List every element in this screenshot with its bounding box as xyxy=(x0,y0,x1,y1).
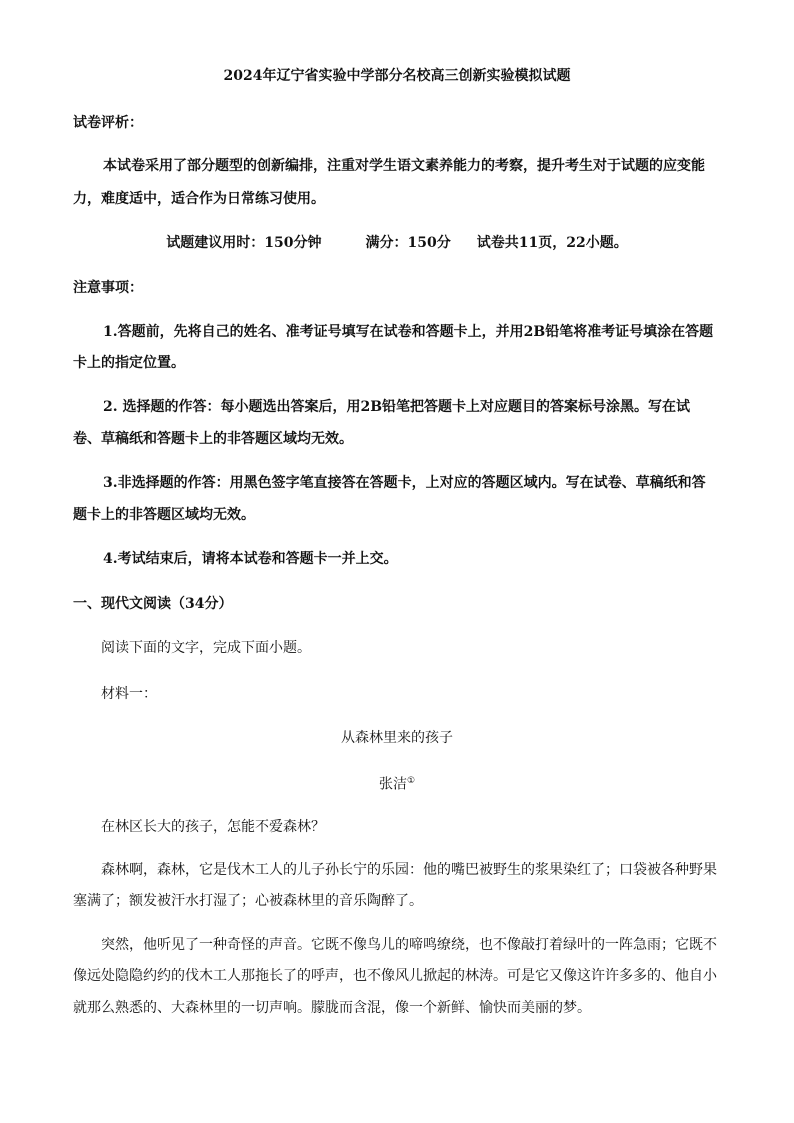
section-heading: 一、现代文阅读（34分） xyxy=(73,596,233,612)
paragraph-2-line-2: 塞满了；额发被汗水打湿了；心被森林里的音乐陶醉了。 xyxy=(73,893,423,909)
note-1-line-2: 卡上的指定位置。 xyxy=(73,355,185,371)
paragraph-2-line-1: 森林啊，森林，它是伐木工人的儿子孙长宁的乐园：他的嘴巴被野生的浆果染红了；口袋被各种野果 xyxy=(101,862,717,878)
review-text-line-2: 力，难度适中，适合作为日常练习使用。 xyxy=(73,191,325,207)
note-3-line-1: 3.非选择题的作答：用黑色签字笔直接答在答题卡，上对应的答题区域内。写在试卷、草稿纸和答 xyxy=(103,475,706,491)
note-3-line-2: 题卡上的非答题区域均无效。 xyxy=(73,507,255,523)
note-2-line-2: 卷、草稿纸和答题卡上的非答题区域均无效。 xyxy=(73,431,353,447)
paragraph-1: 在林区长大的孩子，怎能不爱森林？ xyxy=(101,819,325,835)
notes-heading: 注意事项： xyxy=(73,280,143,296)
paragraph-3-line-3: 就那么熟悉的、大森林里的一切声响。朦胧而含混，像一个新鲜、愉快而美丽的梦。 xyxy=(73,1000,591,1016)
paragraph-3-line-1: 突然，他听见了一种奇怪的声音。它既不像鸟儿的啼鸣缭绕，也不像敲打着绿叶的一阵急雨；它既不 xyxy=(101,937,717,953)
review-text-line-1: 本试卷采用了部分题型的创新编排，注重对学生语文素养能力的考察，提升考生对于试题的应变能 xyxy=(103,158,705,174)
article-author xyxy=(0,771,794,795)
note-4: 4.考试结束后，请将本试卷和答题卡一并上交。 xyxy=(103,551,398,567)
review-heading: 试卷评析： xyxy=(73,115,143,131)
note-2-line-1: 2. 选择题的作答：每小题选出答案后，用2B铅笔把答题卡上对应题目的答案标号涂黑。写在试 xyxy=(103,399,691,415)
exam-title: 2024年辽宁省实验中学部分名校高三创新实验模拟试题 xyxy=(223,68,571,84)
reading-instruction: 阅读下面的文字，完成下面小题。 xyxy=(101,640,311,656)
author-name: 张洁 xyxy=(378,776,407,793)
exam-pages: 试卷共11页，22小题。 xyxy=(476,235,628,251)
material-label: 材料一： xyxy=(101,686,157,702)
exam-time: 试题建议用时：150分钟 xyxy=(166,235,322,251)
author-footnote-mark: ① xyxy=(406,776,416,786)
exam-info xyxy=(0,233,794,253)
note-1-line-1: 1.答题前，先将自己的姓名、准考证号填写在试卷和答题卡上，并用2B铅笔将准考证号填涂在答题 xyxy=(103,324,714,340)
article-title: 从森林里来的孩子 xyxy=(341,730,453,746)
paragraph-3-line-2: 像远处隐隐约约的伐木工人那拖长了的呼声，也不像风儿掀起的林涛。可是它又像这许许多多的、他自小 xyxy=(73,968,717,984)
exam-score: 满分：150分 xyxy=(365,235,451,251)
